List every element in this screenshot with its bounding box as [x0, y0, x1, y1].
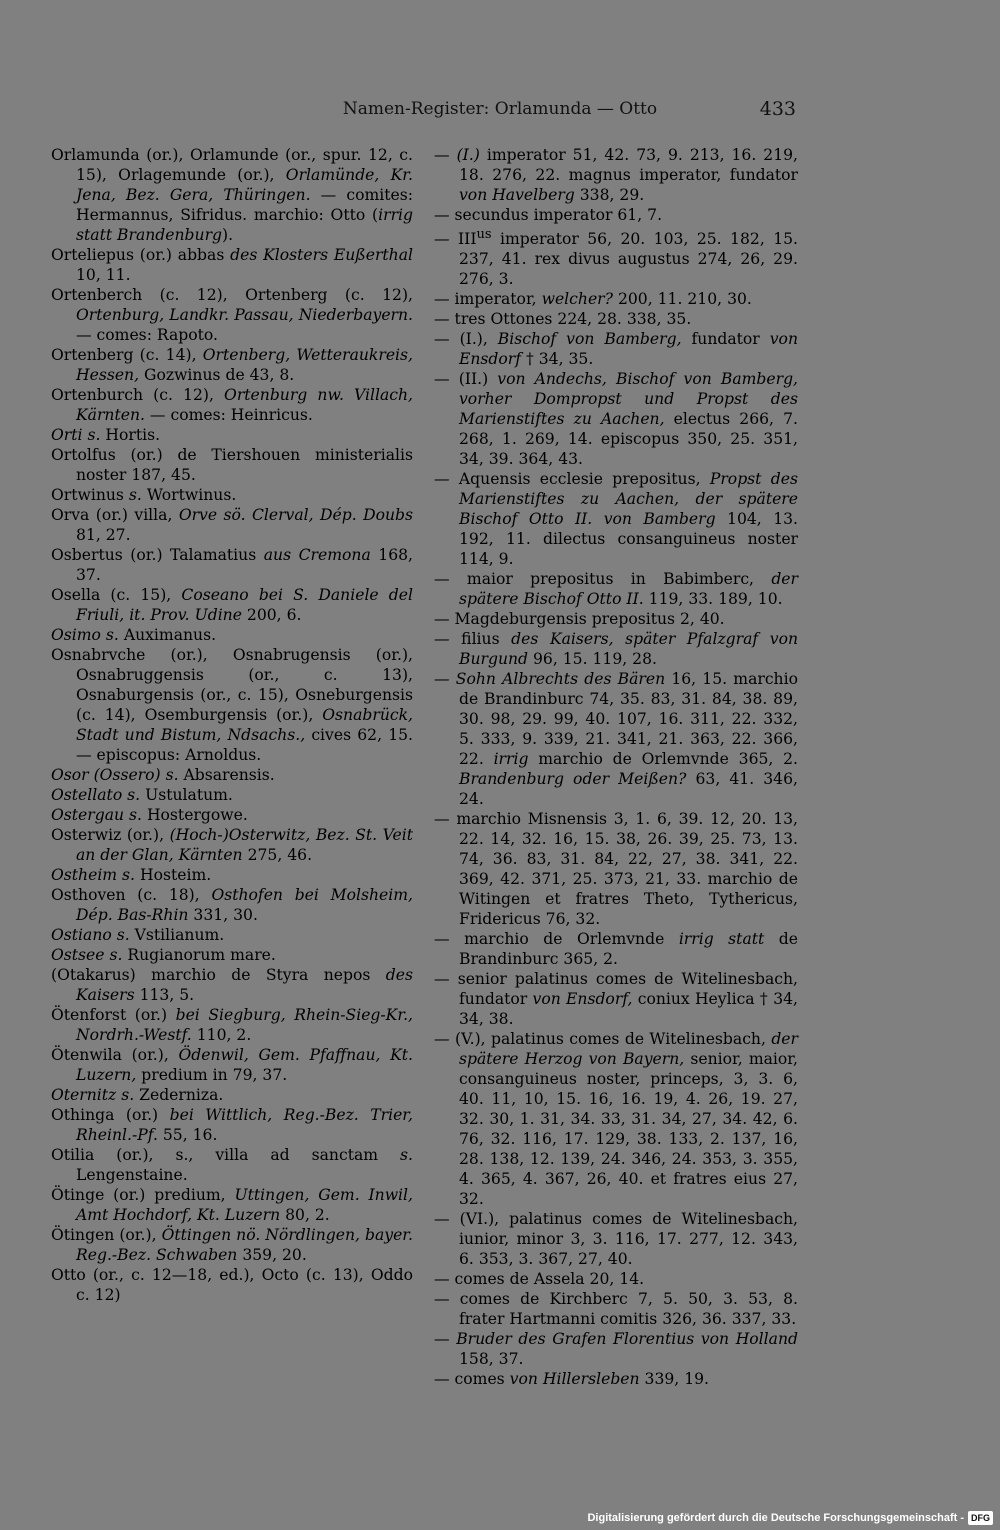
- index-entry: Orti s. Hortis.: [51, 426, 161, 444]
- index-entry: — (V.), palatinus comes de Witelinesbach, der spätere Herzog von Bayern, senior, maior, consanguineus noster, princeps, 3, 3. 6, 40. 11, 10, 15. 16, 16. 19, 4. 26, 19. 27, 32. 30, 1. 31, 34. 33, 31. 34, 27, 34. 42, 6. 76, 32. 116, 17. 129, 38. 133, 2. 137, 16, 28. 138, 12. 139, 24. 346, 24. 353, 3. 355, 4. 365, 4. 367, 26, 40. et fratres eius 27, 32.: [434, 1030, 799, 1209]
- index-entry: — Bruder des Grafen Florentius von Holland 158, 37.: [434, 1330, 798, 1369]
- index-entry: Ortenburch (c. 12), Ortenburg nw. Villach, Kärnten. — comes: Heinricus.: [51, 386, 413, 424]
- index-entry: Ortenberg (c. 14), Ortenberg, Wetteraukreis, Hessen, Gozwinus de 43, 8.: [51, 346, 413, 384]
- index-entry: (Otakarus) marchio de Styra nepos des Kaisers 113, 5.: [51, 966, 413, 1004]
- index-entry: — Sohn Albrechts des Bären 16, 15. marchio de Brandinburc 74, 35. 83, 31. 84, 38. 89, 30. 98, 29. 99, 40. 107, 16. 311, 22. 332, 5. 333, 9. 339, 21. 341, 21. 363, 22. 366, 22. irrig marchio de Orlemvnde 365, 2. Brandenburg oder Meißen? 63, 41. 346, 24.: [434, 670, 798, 809]
- index-entry: Osthoven (c. 18), Osthofen bei Molsheim, Dép. Bas-Rhin 331, 30.: [51, 886, 413, 924]
- index-entry: — (II.) von Andechs, Bischof von Bamberg, vorher Dompropst und Propst des Marienstiftes zu Aachen, electus 266, 7. 268, 1. 269, 14. episcopus 350, 25. 351, 34, 39. 364, 43.: [434, 370, 799, 469]
- index-entry: Osella (c. 15), Coseano bei S. Daniele del Friuli, it. Prov. Udine 200, 6.: [51, 586, 413, 624]
- index-entry: Osterwiz (or.), (Hoch-)Osterwitz, Bez. St. Veit an der Glan, Kärnten 275, 46.: [51, 826, 413, 864]
- index-entry: Osor (Ossero) s. Absarensis.: [51, 766, 275, 784]
- index-entry: Ötenforst (or.) bei Siegburg, Rhein-Sieg-Kr., Nordrh.-Westf. 110, 2.: [51, 1006, 413, 1044]
- index-entry: — comes de Kirchberc 7, 5. 50, 3. 53, 8. frater Hartmanni comitis 326, 36. 337, 33.: [434, 1290, 798, 1329]
- index-entry: — senior palatinus comes de Witelinesbach, fundator von Ensdorf, coniux Heylica † 34, 34, 38.: [434, 970, 799, 1029]
- dfg-logo: DFG: [968, 1511, 993, 1525]
- index-entry: Ortolfus (or.) de Tiershouen ministerialis noster 187, 45.: [51, 446, 413, 484]
- index-entry: — filius des Kaisers, später Pfalzgraf von Burgund 96, 15. 119, 28.: [434, 630, 798, 669]
- index-entry: Ortwinus s. Wortwinus.: [51, 486, 237, 504]
- index-entry: Ostiano s. Vstilianum.: [51, 926, 225, 944]
- index-entry: — marchio de Orlemvnde irrig statt de Brandinburc 365, 2.: [434, 930, 798, 969]
- index-entry: — (VI.), palatinus comes de Witelinesbach, iunior, minor 3, 3. 116, 17. 277, 12. 343, 6. 353, 3. 367, 27, 40.: [434, 1210, 798, 1269]
- index-entry: Ostheim s. Hosteim.: [51, 866, 212, 884]
- index-entry: — (I.), Bischof von Bamberg, fundator von Ensdorf † 34, 35.: [434, 330, 798, 369]
- running-head: Namen-Register: Orlamunda — Otto: [342, 99, 658, 119]
- index-entry: Ötinge (or.) predium, Uttingen, Gem. Inwil, Amt Hochdorf, Kt. Luzern 80, 2.: [51, 1186, 413, 1224]
- index-entry: Ortenberch (c. 12), Ortenberg (c. 12), Ortenburg, Landkr. Passau, Niederbayern. — comes: Rapoto.: [51, 286, 413, 344]
- index-entry: — marchio Misnensis 3, 1. 6, 39. 12, 20. 13, 22. 14, 32. 16, 15. 38, 26. 39, 25. 73, 13. 74, 36. 83, 31. 84, 22, 27, 38. 341, 22. 369, 42. 371, 25. 373, 21, 33. marchio de Witingen et fratres Theto, Tythericus, Fridericus 76, 32.: [434, 810, 798, 929]
- index-entry: Orlamunda (or.), Orlamunde (or., spur. 12, c. 15), Orlagemunde (or.), Orlamünde, Kr. Jena, Bez. Gera, Thüringen. — comites: Hermannus, Sifridus. marchio: Otto (irrig statt Brandenburg).: [51, 146, 414, 244]
- index-entry: — tres Ottones 224, 28. 338, 35.: [434, 310, 692, 329]
- page-number: 433: [759, 98, 796, 120]
- index-entry: Otilia (or.), s., villa ad sanctam s. Lengenstaine.: [51, 1146, 413, 1184]
- index-entry: Ostergau s. Hostergowe.: [51, 806, 248, 824]
- index-entry: Otto (or., c. 12—18, ed.), Octo (c. 13), Oddo c. 12): [51, 1266, 413, 1304]
- index-entry: Orteliepus (or.) abbas des Klosters Eußerthal 10, 11.: [51, 246, 413, 284]
- index-entry: Ötenwila (or.), Ödenwil, Gem. Pfaffnau, Kt. Luzern, predium in 79, 37.: [51, 1046, 413, 1084]
- index-entry: — comes de Assela 20, 14.: [434, 1270, 645, 1289]
- index-entry: — $III^{us}$ imperator 56, 20. 103, 25. 182, 15. 237, 41. rex divus augustus 274, 26, 29. 276, 3.: [434, 227, 798, 289]
- index-entry: Ostsee s. Rugianorum mare.: [51, 946, 276, 964]
- index-entry: Othinga (or.) bei Wittlich, Reg.-Bez. Trier, Rheinl.-Pf. 55, 16.: [51, 1106, 414, 1144]
- index-entry: Orva (or.) villa, Orve sö. Clerval, Dép. Doubs 81, 27.: [51, 506, 413, 544]
- index-entry: — Magdeburgensis prepositus 2, 40.: [434, 610, 725, 629]
- index-entry: Oternitz s. Zederniza.: [51, 1086, 224, 1104]
- index-entry: — secundus imperator 61, 7.: [434, 206, 663, 224]
- index-entry: — (I.) imperator 51, 42. 73, 9. 213, 16. 219, 18. 276, 22. magnus imperator, fundator von Havelberg 338, 29.: [434, 146, 799, 204]
- index-entry: — comes von Hillersleben 339, 19.: [434, 1370, 710, 1389]
- index-entry: — Aquensis ecclesie prepositus, Propst des Marienstiftes zu Aachen, der spätere Bischof Otto II. von Bamberg 104, 13. 192, 11. dilectus consanguineus noster 114, 9.: [434, 470, 799, 569]
- funding-note: Digitalisierung gefördert durch die Deutsche Forschungsgemeinschaft -: [587, 1512, 964, 1524]
- index-entry: — imperator, welcher? 200, 11. 210, 30.: [434, 290, 752, 309]
- index-entry: Osimo s. Auximanus.: [51, 626, 217, 644]
- index-entry: Ostellato s. Ustulatum.: [51, 786, 233, 804]
- footer: [587, 1511, 993, 1525]
- index-entry: Ötingen (or.), Öttingen nö. Nördlingen, bayer. Reg.-Bez. Schwaben 359, 20.: [51, 1226, 413, 1264]
- index-entry: Osnabrvche (or.), Osnabrugensis (or.), Osnabruggensis (or., c. 13), Osnaburgensis (or., c. 15), Osneburgensis (c. 14), Osemburgensis (or.), Osnabrück, Stadt und Bistum, Ndsachs., cives 62, 15. — episcopus: Arnoldus.: [51, 646, 413, 764]
- index-column-right: [434, 145, 798, 1389]
- page-header: [0, 96, 1000, 122]
- index-column-left: [51, 145, 413, 1305]
- index-entry: — maior prepositus in Babimberc, der spätere Bischof Otto II. 119, 33. 189, 10.: [434, 570, 798, 609]
- index-entry: Osbertus (or.) Talamatius aus Cremona 168, 37.: [51, 546, 413, 584]
